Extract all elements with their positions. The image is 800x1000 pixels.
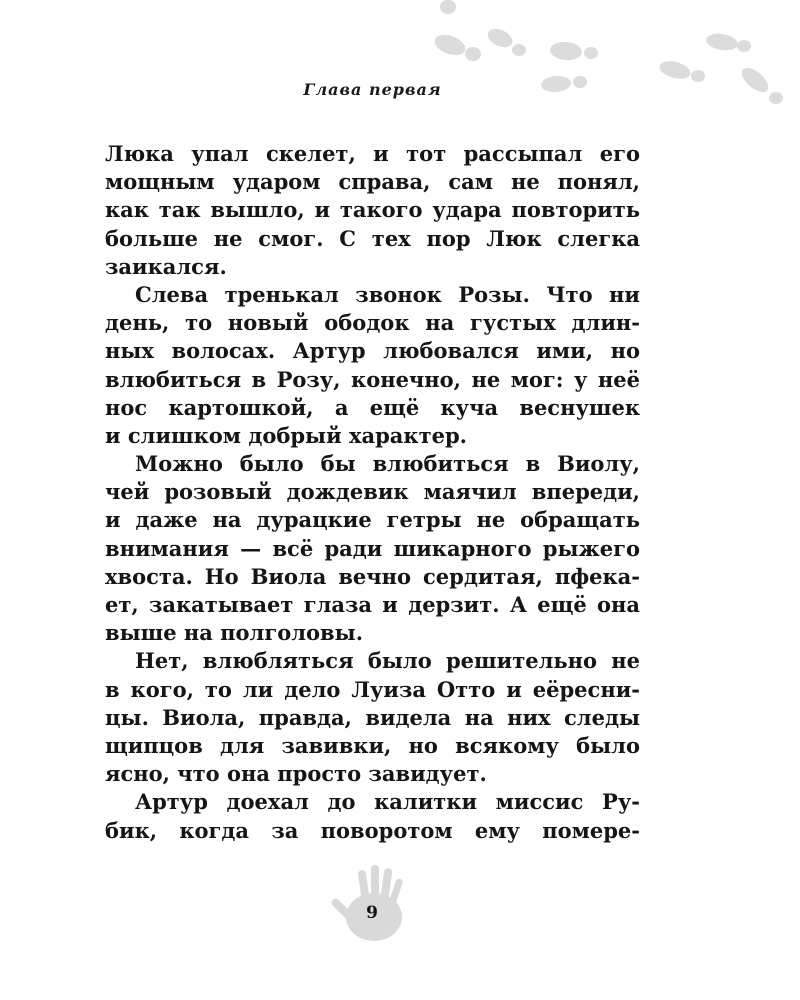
text-line: день, то новый ободок на густых длин-: [105, 310, 640, 336]
text-line: ет, закатывает глаза и дерзит. А ещё она: [105, 592, 640, 617]
text-line: в кого, то ли дело Луиза Отто и еёресни-: [105, 676, 640, 702]
text-line: бик, когда за поворотом ему помере-: [105, 817, 640, 843]
text-line: хвоста. Но Виола вечно сердитая, пфека-: [105, 563, 640, 589]
text-line: цы. Виола, правда, видела на них следы: [105, 704, 640, 730]
text-line: Можно было бы влюбиться в Виолу,: [135, 451, 640, 477]
text-line: заикался.: [105, 253, 227, 279]
text-line: и слишком добрый характер.: [105, 422, 467, 448]
text-line: Артур доехал до калитки миссис Ру-: [135, 789, 640, 815]
text-line: нос картошкой, а ещё куча веснушек: [105, 394, 640, 420]
text-line: Нет, влюбляться было решительно не: [135, 648, 640, 674]
text-line: Люка упал скелет, и тот рассыпал его: [105, 141, 640, 166]
body-text: [105, 140, 640, 845]
text-line: выше на полголовы.: [105, 620, 363, 646]
text-line: ных волосах. Артур любовался ими, но: [105, 338, 640, 364]
page-number: 9: [366, 903, 378, 923]
footprints-icon: [0, 0, 800, 130]
text-line: больше не смог. С тех пор Люк слегка: [105, 225, 640, 251]
text-line: Слева тренькал звонок Розы. Что ни: [135, 281, 640, 307]
text-line: чей розовый дождевик маячил впереди,: [105, 479, 640, 505]
text-line: влюбиться в Розу, конечно, не мог: у неё: [105, 366, 640, 392]
text-line: щипцов для завивки, но всякому было: [105, 732, 640, 758]
text-line: мощным ударом справа, сам не понял,: [105, 169, 640, 195]
chapter-title: Глава первая: [303, 80, 442, 99]
text-line: как так вышло, и такого удара повторить: [105, 197, 640, 223]
text-line: и даже на дурацкие гетры не обращать: [105, 507, 640, 533]
text-line: внимания — всё ради шикарного рыжего: [105, 535, 640, 561]
text-line: ясно, что она просто завидует.: [105, 761, 487, 787]
